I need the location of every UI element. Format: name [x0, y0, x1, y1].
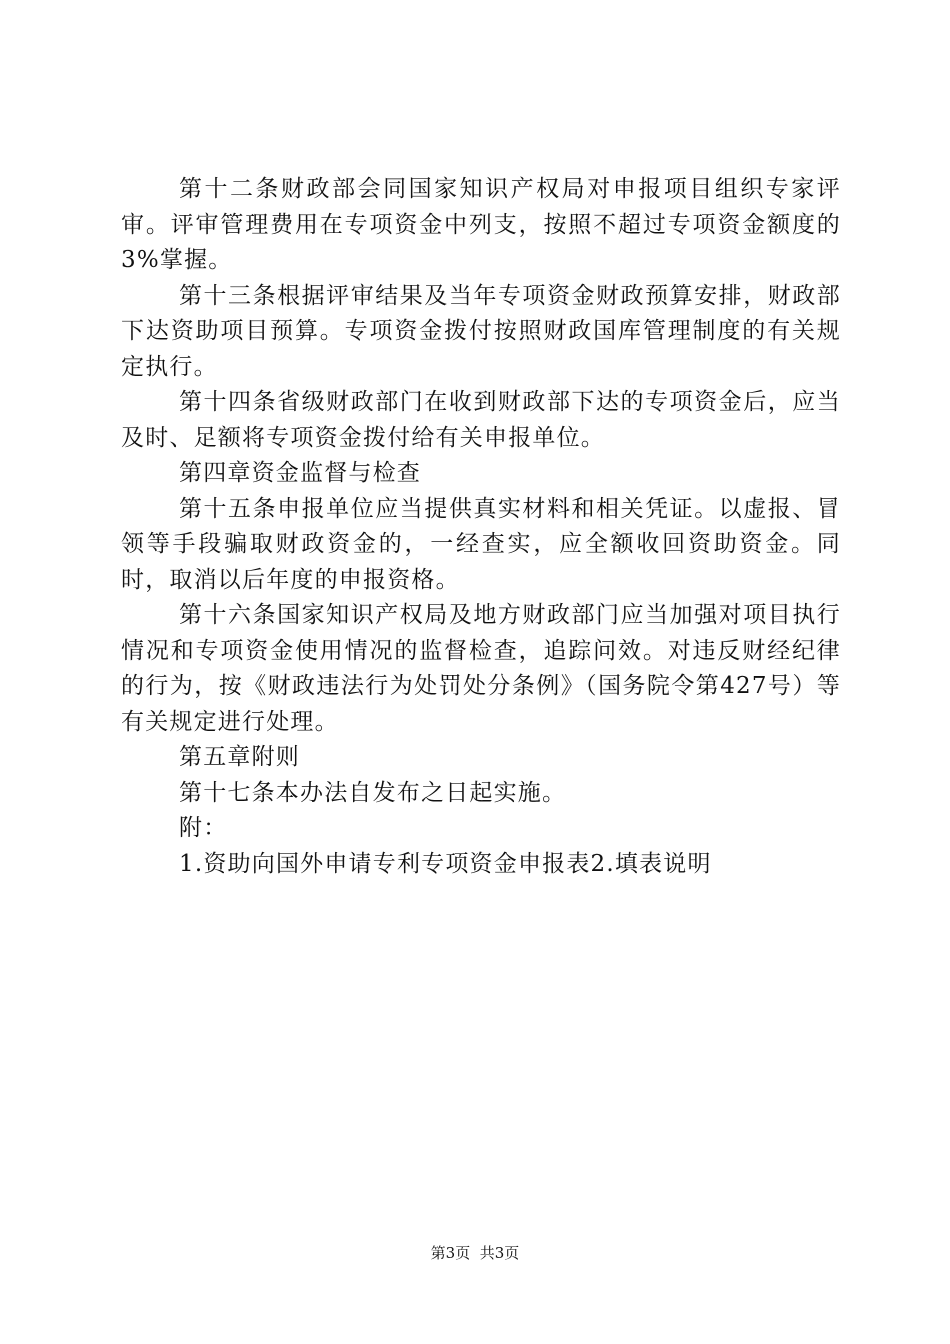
chapter-4-heading: 第四章资金监督与检查 [179, 460, 421, 486]
paragraph-article-16: 第十六条国家知识产权局及地方财政部门应当加强对项目执行情况和专项资金使用情况的监督检查，追踪问效。对违反财经纪律的行为，按《财政违法行为处罚处分条例》（国务院令第427号）等有关规定进行处理。 [121, 602, 841, 735]
page-number: 第3页 [430, 1244, 471, 1262]
paragraph-article-15: 第十五条申报单位应当提供真实材料和相关凭证。以虚报、冒领等手段骗取财政资金的，一经查实，应全额收回资助资金。同时，取消以后年度的申报资格。 [121, 495, 841, 593]
page-footer [0, 1243, 950, 1263]
chapter-5-heading: 第五章附则 [179, 744, 300, 770]
appendix-items: 1.资助向国外申请专利专项资金申报表2.填表说明 [179, 850, 712, 877]
paragraph-article-12: 第十二条财政部会同国家知识产权局对申报项目组织专家评审。评审管理费用在专项资金中列支，按照不超过专项资金额度的3%掌握。 [121, 176, 841, 273]
appendix-label: 附： [179, 815, 228, 841]
paragraph-article-14: 第十四条省级财政部门在收到财政部下达的专项资金后，应当及时、足额将专项资金拨付给有关申报单位。 [121, 389, 841, 451]
page-total: 共3页 [479, 1244, 520, 1262]
paragraph-article-13: 第十三条根据评审结果及当年专项资金财政预算安排，财政部下达资助项目预算。专项资金拨付按照财政国库管理制度的有关规定执行。 [121, 282, 841, 380]
paragraph-article-17: 第十七条本办法自发布之日起实施。 [179, 779, 567, 806]
document-body [121, 172, 841, 882]
